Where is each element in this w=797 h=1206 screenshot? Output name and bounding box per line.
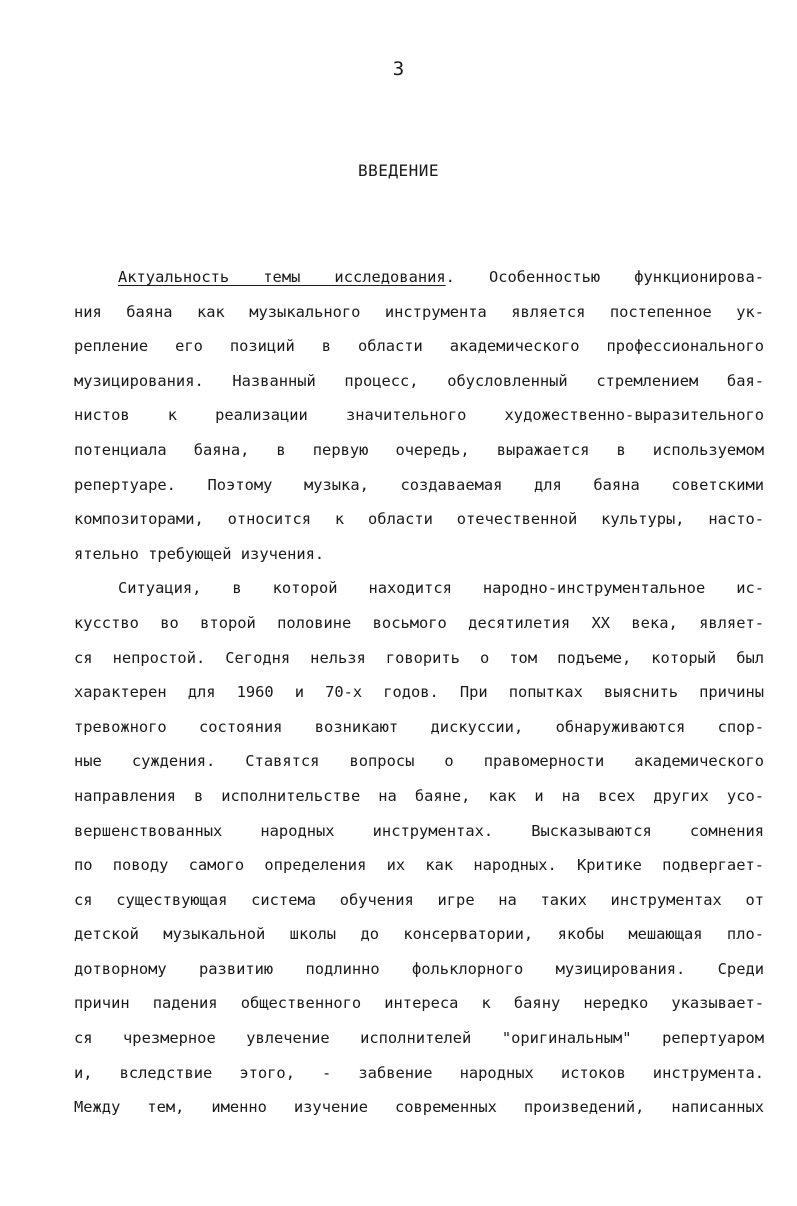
paragraph-line: Ситуация, в которой находится народно-инструментальное ис- xyxy=(118,579,764,598)
paragraph-line: ные суждения. Ставятся вопросы о правомерности академического xyxy=(74,752,764,771)
paragraph-line: ся существующая система обучения игре на таких инструментах от xyxy=(74,890,764,909)
paragraph-line: по поводу самого определения их как народных. Критике подвергает- xyxy=(74,856,764,875)
paragraph-line: репление его позиций в области академического профессионального xyxy=(74,337,764,356)
paragraph-line: направления в исполнительстве на баяне, как и на всех других усо- xyxy=(74,786,764,805)
body-text xyxy=(74,260,764,1125)
paragraph-line: нистов к реализации значительного художественно-выразительного xyxy=(74,406,764,425)
paragraph-relevance xyxy=(74,260,764,571)
paragraph-line: ся чрезмерное увлечение исполнителей "оригинальным" репертуаром xyxy=(74,1029,764,1048)
paragraph-line: кусство во второй половине восьмого десятилетия XX века, являет- xyxy=(74,613,764,632)
paragraph-line: Между тем, именно изучение современных произведений, написанных xyxy=(74,1098,764,1117)
paragraph-line: ятельно требующей изучения. xyxy=(74,544,325,563)
underlined-lead-phrase: Актуальность темы исследования xyxy=(118,268,446,286)
section-heading: ВВЕДЕНИЕ xyxy=(357,161,440,180)
paragraph-line xyxy=(74,260,764,295)
paragraph-line: детской музыкальной школы до консерватории, якобы мешающая пло- xyxy=(74,925,764,944)
paragraph-line: композиторами, относится к области отечественной культуры, насто- xyxy=(74,510,764,529)
paragraph-line: вершенствованных народных инструментах. Высказываются сомнения xyxy=(74,821,764,840)
paragraph-line: тревожного состояния возникают дискуссии, обнаруживаются спор- xyxy=(74,717,764,736)
paragraph-line: характерен для 1960 и 70-х годов. При попытках выяснить причины xyxy=(74,683,764,702)
paragraph-line: и, вследствие этого, - забвение народных истоков инструмента. xyxy=(74,1063,764,1082)
paragraph-line: дотворному развитию подлинно фольклорного музицирования. Среди xyxy=(74,959,764,978)
paragraph-line: причин падения общественного интереса к баяну нередко указывает- xyxy=(74,994,764,1013)
line-text: . Особенностью функционирова- xyxy=(445,268,765,286)
page-number: 3 xyxy=(392,58,405,80)
paragraph-line: музицирования. Названный процесс, обусловленный стремлением бая- xyxy=(74,371,764,390)
paragraph-situation xyxy=(74,571,764,1125)
paragraph-line: ния баяна как музыкального инструмента является постепенное ук- xyxy=(74,302,764,321)
paragraph-line: потенциала баяна, в первую очередь, выражается в используемом xyxy=(74,440,764,459)
paragraph-line: репертуаре. Поэтому музыка, создаваемая для баяна советскими xyxy=(74,475,764,494)
paragraph-line: ся непростой. Сегодня нельзя говорить о том подъеме, который был xyxy=(74,648,764,667)
